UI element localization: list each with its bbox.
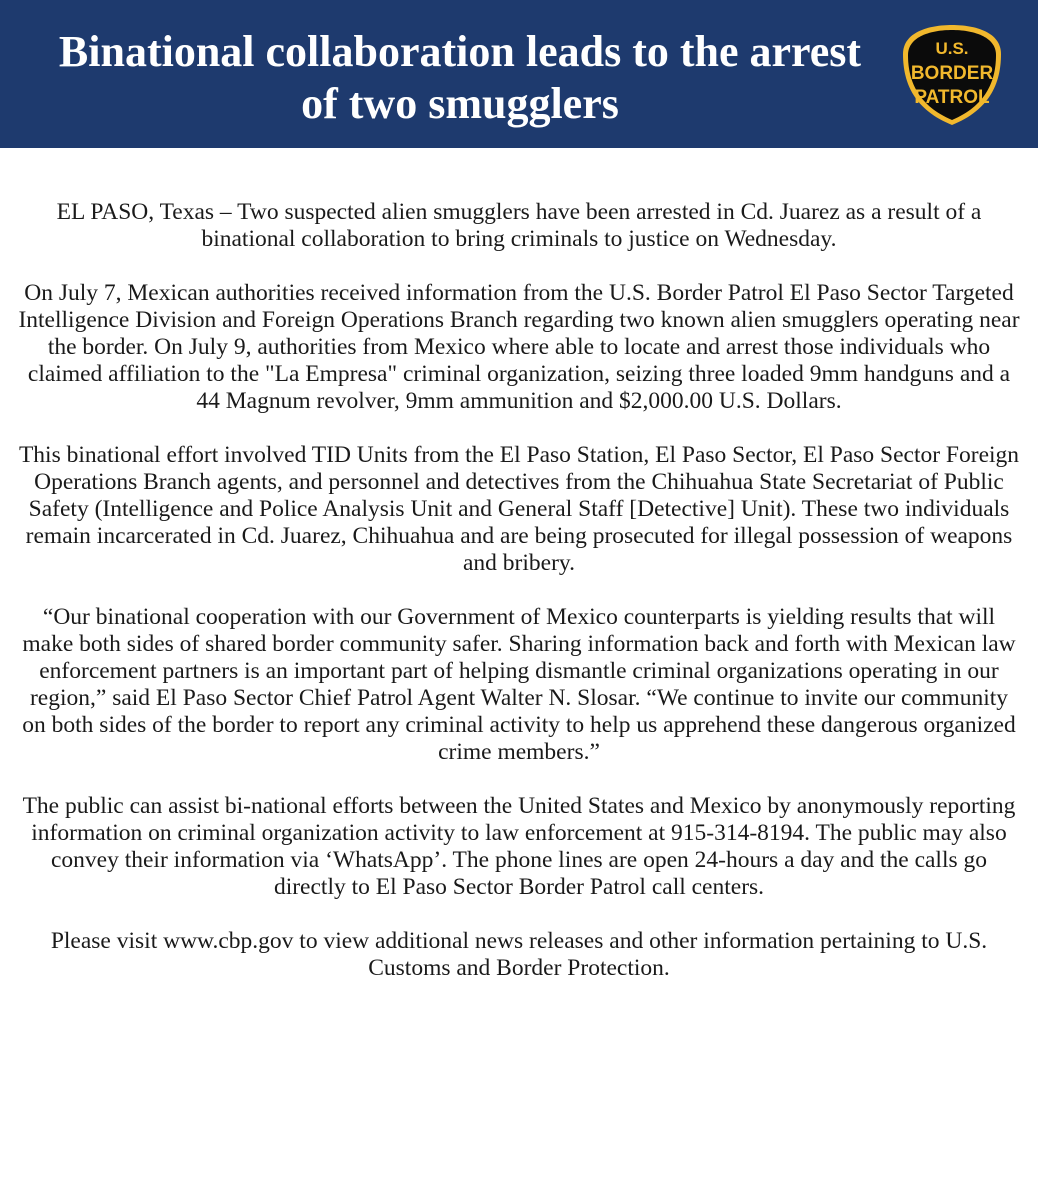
header-banner	[0, 0, 1038, 148]
us-border-patrol-badge-icon	[897, 22, 1007, 128]
badge-text-patrol: PATROL	[914, 87, 990, 108]
badge-text-us: U.S.	[935, 39, 969, 58]
article-paragraph: EL PASO, Texas – Two suspected alien smugglers have been arrested in Cd. Juarez as a result of a binational collaboration to bring criminals to justice on Wednesday.	[56, 199, 982, 252]
article-paragraph: “Our binational cooperation with our Government of Mexico counterparts is yielding results that will make both sides of shared border community safer. Sharing information back and forth with Mexican law enforcement partners is an important part of helping dismantle criminal organizations operating in our region,” said El Paso Sector Chief Patrol Agent Walter N. Slosar. “We continue to invite our community on both sides of the border to report any criminal activity to help us apprehend these dangerous organized crime members.”	[22, 604, 1016, 765]
article-paragraph: Please visit www.cbp.gov to view additional news releases and other information pertaining to U.S. Customs and Border Protection.	[50, 928, 988, 981]
badge-text-border: BORDER	[910, 63, 994, 84]
article-body	[18, 199, 1020, 1009]
page-title: Binational collaboration leads to the arrest of two smugglers	[58, 27, 862, 128]
article-paragraph: This binational effort involved TID Units from the El Paso Station, El Paso Sector, El Paso Sector Foreign Operations Branch agents, and personnel and detectives from the Chihuahua State Secretariat of Public Safety (Intelligence and Police Analysis Unit and General Staff [Detective] Unit). These two individuals remain incarcerated in Cd. Juarez, Chihuahua and are being prosecuted for illegal possession of weapons and bribery.	[18, 442, 1020, 576]
article-paragraph: On July 7, Mexican authorities received information from the U.S. Border Patrol El Paso Sector Targeted Intelligence Division and Foreign Operations Branch regarding two known alien smugglers operating near the border. On July 9, authorities from Mexico where able to locate and arrest those individuals who claimed affiliation to the "La Empresa" criminal organization, seizing three loaded 9mm handguns and a 44 Magnum revolver, 9mm ammunition and $2,000.00 U.S. Dollars.	[18, 280, 1020, 414]
article-paragraph: The public can assist bi-national efforts between the United States and Mexico by anonymously reporting information on criminal organization activity to law enforcement at 915-314-8194. The public may also convey their information via ‘WhatsApp’. The phone lines are open 24-hours a day and the calls go directly to El Paso Sector Border Patrol call centers.	[22, 793, 1016, 900]
